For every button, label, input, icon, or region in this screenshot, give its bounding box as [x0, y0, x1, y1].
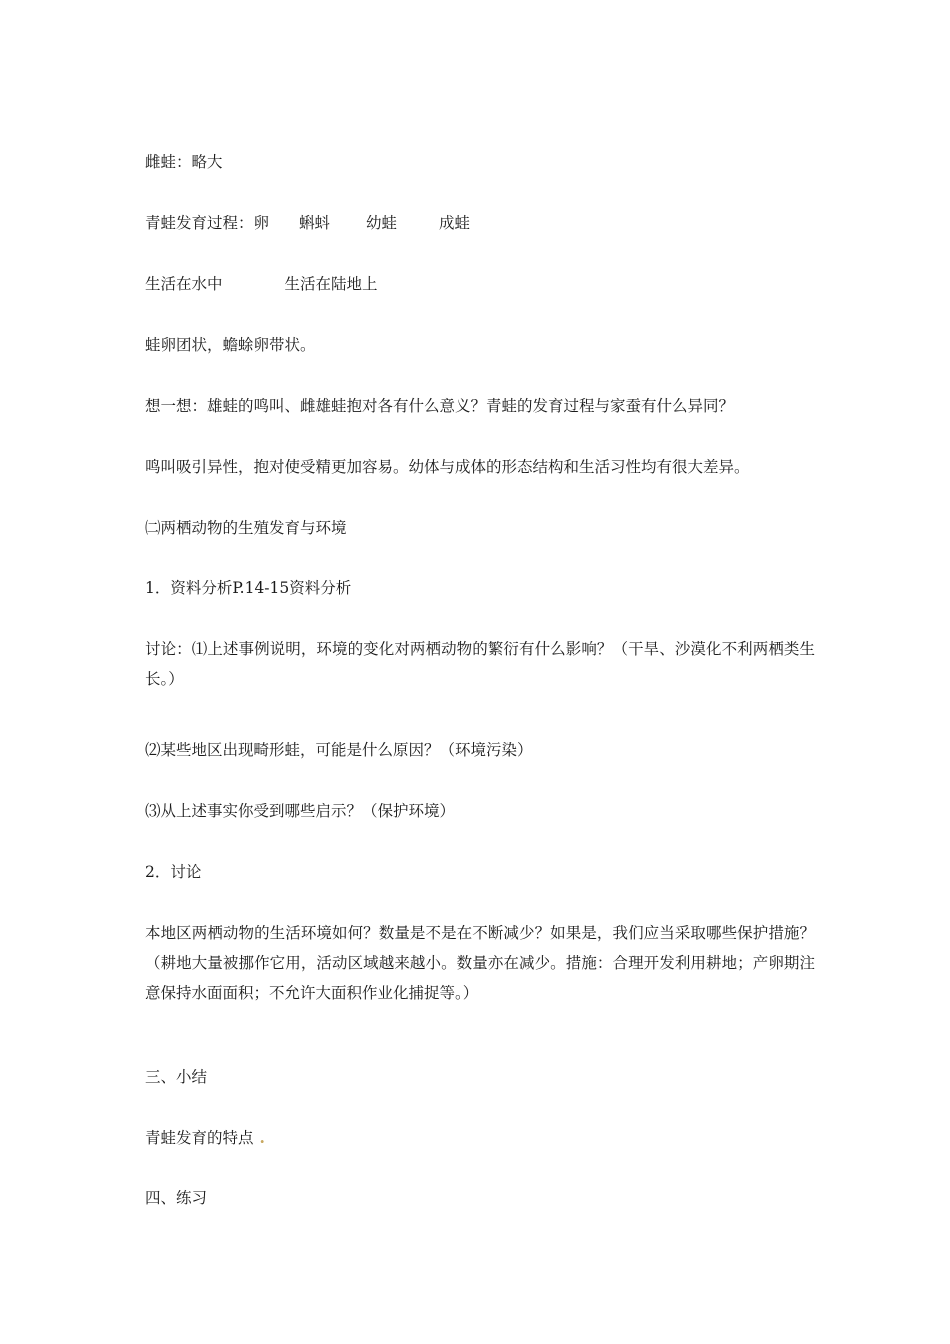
text-local-discussion: 本地区两栖动物的生活环境如何？数量是不是在不断减少？如果是，我们应当采取哪些保护措施？（耕地大量被挪作它用，活动区域越来越小。数量亦在减少。措施：合理开发利用耕地；产卵期注意保持水面面积；不允许大面积作业化捕捉等。） [145, 924, 815, 1002]
summary-dot-mark: . [259, 1128, 265, 1147]
text-habitat-water: 生活在水中 [145, 275, 223, 293]
text-think-question: 想一想：雄蛙的鸣叫、雌雄蛙抱对各有什么意义？青蛙的发育过程与家蚕有什么异同？ [145, 397, 735, 415]
section-heading-summary: 三、小结 [145, 1068, 208, 1086]
section-heading-discussion: 2．讨论 [145, 863, 202, 881]
text-stage-tadpole: 蝌蚪 [299, 214, 331, 232]
text-material-analysis: 1．资料分析P.14-15资料分析 [145, 579, 352, 597]
text-habitat-land: 生活在陆地上 [284, 275, 378, 293]
text-discussion-2: ⑵某些地区出现畸形蛙，可能是什么原因？（环境污染） [145, 741, 533, 759]
text-stage-adult: 成蛙 [439, 214, 471, 232]
section-heading-environment: ㈡两栖动物的生殖发育与环境 [145, 519, 347, 537]
text-discussion-1: 讨论：⑴上述事例说明，环境的变化对两栖动物的繁衍有什么影响？（干旱、沙漠化不利两栖类生长。） [145, 640, 815, 688]
text-habitat [145, 274, 815, 294]
text-development-prefix: 青蛙发育过程：卵 [145, 214, 270, 232]
text-summary-label: 青蛙发育的特点 [145, 1129, 254, 1147]
text-think-answer: 鸣叫吸引异性，抱对使受精更加容易。幼体与成体的形态结构和生活习性均有很大差异。 [145, 458, 750, 476]
text-development-process [145, 213, 815, 233]
text-discussion-3: ⑶从上述事实你受到哪些启示？（保护环境） [145, 802, 456, 820]
section-heading-exercise: 四、练习 [145, 1189, 208, 1207]
text-stage-froglet: 幼蛙 [366, 214, 398, 232]
text-female-frog: 雌蛙：略大 [145, 153, 223, 171]
text-summary-point [145, 1128, 815, 1148]
text-egg-shapes: 蛙卵团状，蟾蜍卵带状。 [145, 336, 316, 354]
